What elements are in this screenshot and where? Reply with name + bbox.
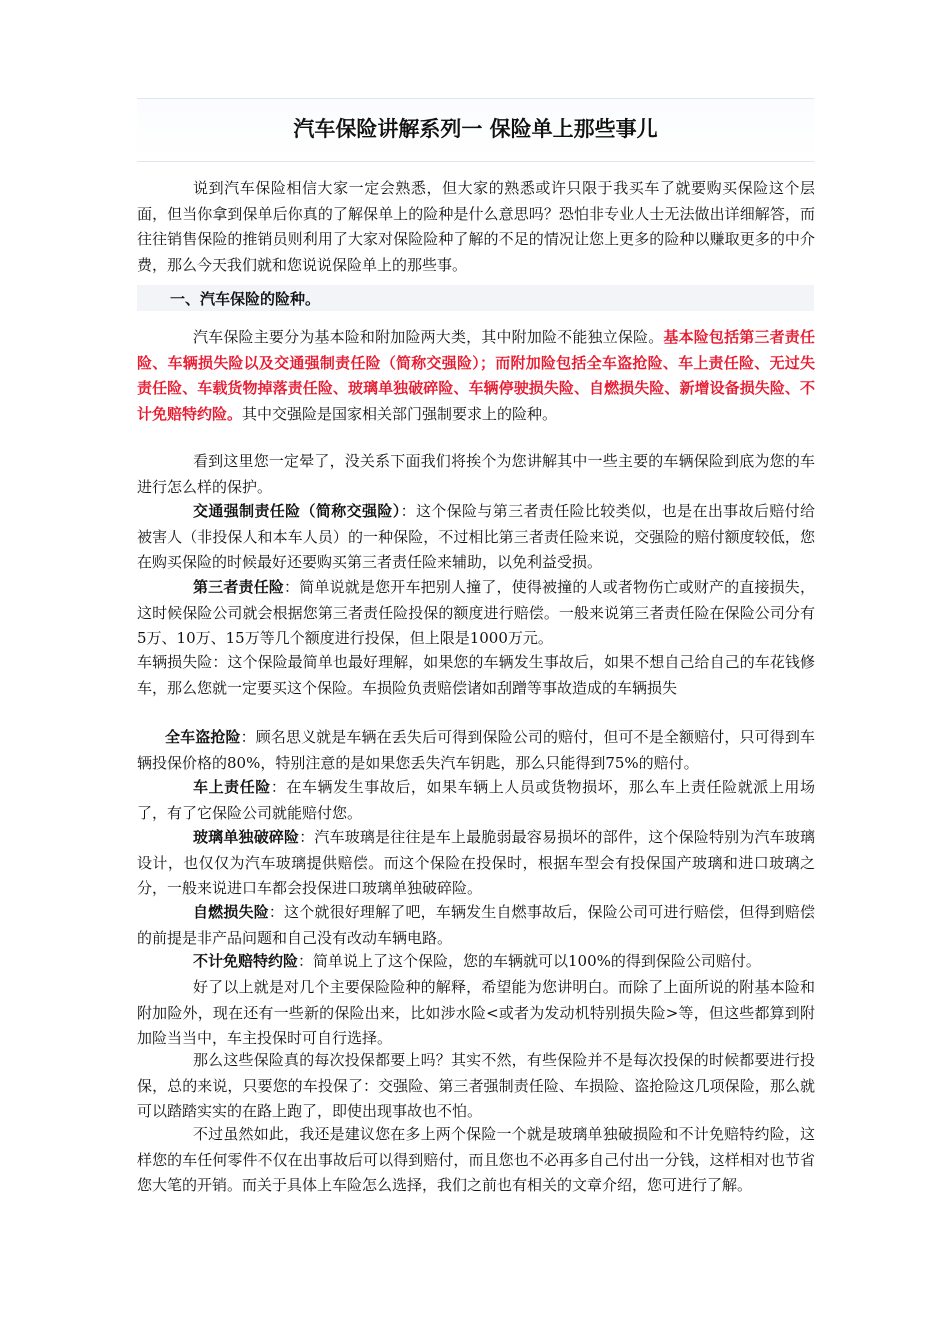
item-paragraph	[137, 900, 815, 951]
types-plain-text: 汽车保险主要分为基本险和附加险两大类，其中附加险不能独立保险。	[193, 328, 664, 346]
types-highlight-text: 基本险包括第三者责任险、车辆损失险以及交通强制责任险（简称交强险）；而附加险包括全车盗抢险、车上责任险、无过失责任险、车载货物掉落责任险、玻璃单独破碎险、车辆停驶损失险、自燃损失险、新增设备损失险、不计免赔特约险。	[137, 328, 815, 423]
page-title: 汽车保险讲解系列一 保险单上那些事儿	[293, 117, 658, 141]
item-paragraph	[137, 825, 815, 902]
item-paragraph	[137, 499, 815, 576]
item-text: ：在车辆发生事故后，如果车辆上人员或货物损坏，那么车上责任险就派上用场了，有了它保险公司就能赔付您。	[137, 778, 815, 822]
question-paragraph: 那么这些保险真的每次投保都要上吗？其实不然，有些保险并不是每次投保的时候都要进行投保，总的来说，只要您的车投保了：交强险、第三者强制责任险、车损险、盗抢险这几项保险，那么就可以踏踏实实的在路上跑了，即使出现事故也不怕。	[137, 1051, 815, 1120]
item-term: 不计免赔特约险	[193, 952, 299, 970]
item-text: ：简单说上了这个保险，您的车辆就可以100%的得到保险公司赔付。	[298, 952, 761, 970]
title-banner	[137, 98, 814, 162]
section-heading: 一、汽车保险的险种。	[170, 290, 321, 308]
item-paragraph	[137, 725, 815, 776]
item-term: 车上责任险	[193, 778, 271, 796]
item-term: 全车盗抢险	[165, 728, 241, 746]
item-text: ：顾名思义就是车辆在丢失后可得到保险公司的赔付，但可不是全额赔付，只可得到车辆投保价格的80%，特别注意的是如果您丢失汽车钥匙，那么只能得到75%的赔付。	[137, 728, 815, 772]
item-text: ：这个就很好理解了吧，车辆发生自燃事故后，保险公司可进行赔偿，但得到赔偿的前提是非产品问题和自己没有改动车辆电路。	[137, 903, 815, 947]
item-text: ：这个保险与第三者责任险比较类似，也是在出事故后赔付给被害人（非投保人和本车人员）的一种保险，不过相比第三者责任险来说，交强险的赔付额度较低，您在购买保险的时候最好还要购买第三者责任险来辅助，以免利益受损。	[137, 502, 815, 571]
types-plain-text-2: 其中交强险是国家相关部门强制要求上的险种。	[242, 404, 558, 423]
item-paragraph	[137, 775, 815, 826]
insurance-types-paragraph	[137, 325, 815, 427]
item-term: 交通强制责任险（简称交强险）	[193, 502, 401, 520]
item-text: ：简单说就是您开车把别人撞了，使得被撞的人或者物伤亡或财产的直接损失，这时候保险公司就会根据您第三者责任险投保的额度进行赔偿。一般来说第三者责任险在保险公司分有5万、10万、15万等几个额度进行投保，但上限是1000万元。	[137, 578, 815, 647]
item-paragraph	[137, 650, 815, 701]
item-paragraph	[137, 575, 815, 652]
item-text: 车辆损失险：这个保险最简单也最好理解，如果您的车辆发生事故后，如果不想自己给自己的车花钱修车，那么您就一定要买这个保险。车损险负责赔偿诸如刮蹭等事故造成的车辆损失	[137, 653, 815, 697]
dizzy-paragraph: 看到这里您一定晕了，没关系下面我们将挨个为您讲解其中一些主要的车辆保险到底为您的车进行怎么样的保护。	[137, 452, 815, 496]
advice-paragraph: 不过虽然如此，我还是建议您在多上两个保险一个就是玻璃单独破损险和不计免赔特约险，这样您的车任何零件不仅在出事故后可以得到赔付，而且您也不必再多自己付出一分钱，这样相对也节省您大笔的开销。而关于具体上车险怎么选择，我们之前也有相关的文章介绍，您可进行了解。	[137, 1125, 815, 1194]
item-term: 第三者责任险	[193, 578, 285, 596]
summary-paragraph: 好了以上就是对几个主要保险险种的解释，希望能为您讲明白。而除了上面所说的附基本险和附加险外，现在还有一些新的保险出来，比如涉水险<或者为发动机特别损失险>等，但这些都算到附加险当当中，车主投保时可自行选择。	[137, 978, 815, 1047]
item-paragraph	[137, 949, 815, 975]
intro-paragraph: 说到汽车保险相信大家一定会熟悉，但大家的熟悉或许只限于我买车了就要购买保险这个层面，但当你拿到保单后你真的了解保单上的险种是什么意思吗？恐怕非专业人士无法做出详细解答，而往往销售保险的推销员则利用了大家对保险险种了解的不足的情况让您上更多的险种以赚取更多的中介费，那么今天我们就和您说说保险单上的那些事。	[137, 179, 815, 274]
item-term: 玻璃单独破碎险	[193, 828, 300, 846]
item-text: ：汽车玻璃是往往是车上最脆弱最容易损坏的部件，这个保险特别为汽车玻璃设计，也仅仅为汽车玻璃提供赔偿。而这个保险在投保时，根据车型会有投保国产玻璃和进口玻璃之分，一般来说进口车都会投保进口玻璃单独破碎险。	[137, 828, 815, 897]
item-term: 自燃损失险	[193, 903, 269, 921]
